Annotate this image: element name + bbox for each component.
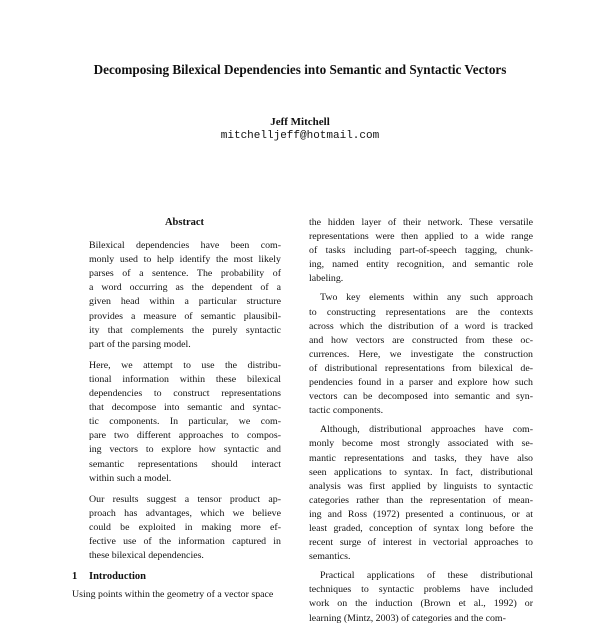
text-line: techniques to syntactic problems have included (309, 584, 533, 596)
text-line: work on the induction (Brown et al., 1992) or (309, 598, 533, 610)
text-line: that decompose into semantic and syntac- (89, 402, 281, 414)
text-line: provides a measure of semantic plausibil- (89, 310, 281, 322)
left-column (72, 216, 297, 602)
abstract-paragraph (89, 493, 281, 563)
text-line: monly become most strongly associated with se- (309, 438, 533, 450)
text-line: and how vectors are constructed from these oc- (309, 334, 533, 346)
text-line: pare two different approaches to compos- (89, 430, 281, 442)
text-line: part of the parsing model. (89, 338, 191, 350)
text-line: pendencies found in a parser and explore how such (309, 377, 533, 389)
text-line: Practical applications of these distributional (320, 570, 533, 582)
text-line: dependencies to construct representations (89, 388, 281, 400)
text-line: analysis was first applied by linguists to syntactic (309, 480, 533, 492)
text-line: currences. Here, we investigate the construction (309, 348, 533, 360)
text-line: tactic components. (309, 405, 384, 417)
text-line: Our results suggest a tensor product ap- (89, 493, 281, 505)
body-paragraph (309, 569, 533, 625)
abstract-body (72, 239, 297, 563)
text-line: fective use of the information captured in (89, 535, 281, 547)
text-line: tic components. In particular, we com- (89, 416, 281, 428)
text-line: mantic representations and tasks, they have also (309, 452, 533, 464)
text-line: least graded, conception of syntax long before the (309, 522, 533, 534)
text-line: parses of a sentence. The probability of (89, 268, 281, 280)
text-line: Here, we attempt to use the distribu- (89, 359, 281, 371)
section-number: 1 (72, 571, 78, 583)
section-title: Introduction (89, 571, 146, 583)
text-line: vectors can be decomposed into semantic and syn- (309, 391, 533, 403)
text-line: of distributional representations from bilexical de- (309, 362, 533, 374)
text-line: these bilexical dependencies. (89, 550, 204, 562)
text-line: learning (Mintz, 2003) of categories and the com- (309, 612, 506, 624)
text-line: seen applications to syntax. In fact, distributional (309, 466, 533, 478)
text-line: recent surge of interest in vectorial approaches to (309, 537, 533, 549)
abstract-heading: Abstract (164, 217, 205, 228)
text-line: monly used to help identify the most likely (89, 254, 281, 266)
text-line: Although, distributional approaches have com- (320, 424, 533, 436)
text-line: ity that complements the purely syntactic (89, 324, 281, 336)
text-line: of tasks including part-of-speech tagging, chunk- (309, 245, 533, 257)
body-paragraph (309, 423, 533, 564)
text-line: to constructing representations are the contexts (309, 306, 533, 318)
section-heading-introduction (72, 570, 297, 584)
text-line: Using points within the geometry of a vector space (72, 589, 274, 601)
text-line: tional information within these bilexical (89, 373, 281, 385)
introduction-paragraph (72, 588, 297, 602)
body-paragraph (309, 291, 533, 418)
text-line: within such a model. (89, 472, 172, 484)
author-name: Jeff Mitchell (270, 116, 330, 128)
right-column (309, 216, 533, 631)
text-line: given head within a particular structure (89, 296, 281, 308)
text-line: ing vectors to explore how syntactic and (89, 444, 281, 456)
text-line: ing and Ross (1972) presented a continuous, or at (309, 508, 533, 520)
text-line: representations were then applied to a wide range (309, 231, 533, 243)
text-line: Two key elements within any such approach (320, 292, 533, 304)
text-line: the hidden layer of their network. These versatile (309, 217, 533, 228)
text-line: a word occurring as the dependent of a (89, 282, 281, 294)
text-line: ing, named entity recognition, and semantic role (309, 259, 533, 271)
paper-title: Decomposing Bilexical Dependencies into Semantic and Syntactic Vectors (93, 62, 507, 77)
abstract-paragraph (89, 359, 281, 486)
text-line: Bilexical dependencies have been com- (89, 240, 281, 252)
abstract-paragraph (89, 239, 281, 352)
text-line: semantics. (309, 551, 351, 563)
body-paragraph (309, 216, 533, 286)
author-email: mitchelljeff@hotmail.com (220, 130, 380, 142)
text-line: categories rather than the representation of mean- (309, 494, 533, 506)
text-line: proach has advantages, which we believe (89, 507, 281, 519)
text-line: could be exploited in making more ef- (89, 521, 281, 533)
text-line: labeling. (309, 273, 344, 285)
text-line: across which the distribution of a word is tracked (309, 320, 533, 332)
text-line: semantic representations should interact (89, 458, 281, 470)
